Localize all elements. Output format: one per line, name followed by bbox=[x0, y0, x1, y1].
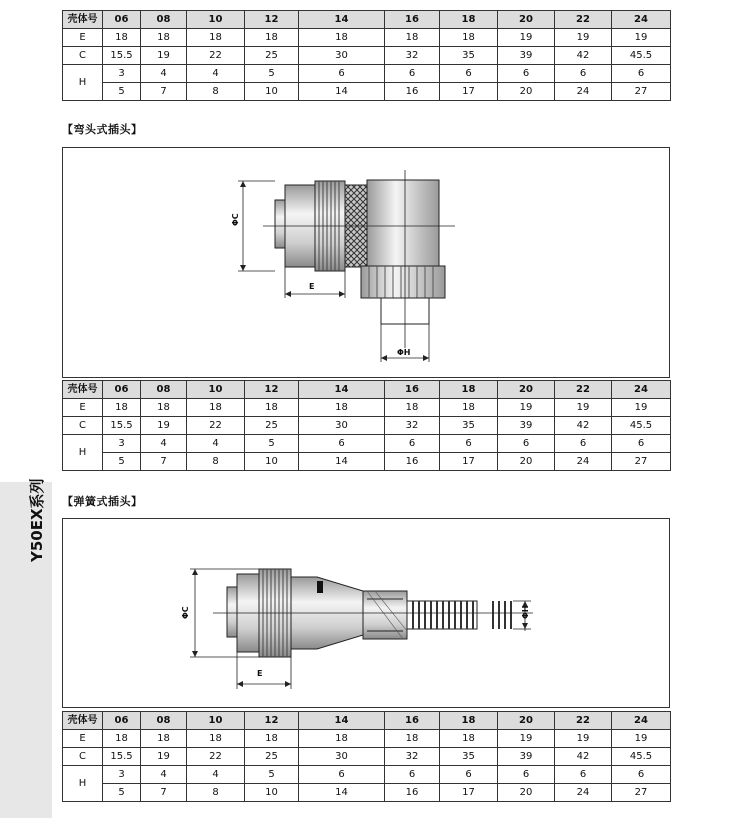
size-cell: 20 bbox=[498, 11, 555, 29]
table-row-e bbox=[63, 730, 671, 748]
table-cell: 16 bbox=[385, 453, 440, 471]
table-cell: 6 bbox=[612, 65, 671, 83]
table-cell: 10 bbox=[245, 453, 299, 471]
spring-coils-end bbox=[493, 601, 511, 629]
size-cell: 22 bbox=[555, 11, 612, 29]
table-cell: 19 bbox=[141, 47, 187, 65]
size-cell: 08 bbox=[141, 11, 187, 29]
table-cell: 6 bbox=[555, 65, 612, 83]
table-row-h2 bbox=[63, 453, 671, 471]
dim-e-line bbox=[285, 267, 345, 298]
elbow-plug-svg bbox=[63, 148, 669, 377]
table-cell: 4 bbox=[187, 435, 245, 453]
table-cell: 24 bbox=[555, 784, 612, 802]
table-cell: 6 bbox=[385, 435, 440, 453]
table-cell: 18 bbox=[299, 399, 385, 417]
table-cell: 5 bbox=[103, 784, 141, 802]
table-cell: 20 bbox=[498, 453, 555, 471]
size-cell: 16 bbox=[385, 712, 440, 730]
table-cell: 42 bbox=[555, 47, 612, 65]
table-cell: 5 bbox=[103, 83, 141, 101]
row-label: C bbox=[63, 748, 103, 766]
dim-e-line bbox=[237, 652, 291, 689]
table-cell: 3 bbox=[103, 65, 141, 83]
table-cell: 19 bbox=[555, 730, 612, 748]
dim-e-label: E bbox=[309, 282, 315, 291]
table-cell: 5 bbox=[245, 65, 299, 83]
table-cell: 19 bbox=[555, 29, 612, 47]
table-cell: 18 bbox=[103, 730, 141, 748]
table-cell: 4 bbox=[141, 65, 187, 83]
table-cell: 18 bbox=[245, 730, 299, 748]
size-cell: 14 bbox=[299, 712, 385, 730]
table-cell: 19 bbox=[141, 417, 187, 435]
table-cell: 5 bbox=[245, 766, 299, 784]
row-label: C bbox=[63, 47, 103, 65]
table-cell: 32 bbox=[385, 417, 440, 435]
size-cell: 24 bbox=[612, 11, 671, 29]
table-cell: 32 bbox=[385, 47, 440, 65]
table-cell: 30 bbox=[299, 748, 385, 766]
table-cell: 18 bbox=[299, 730, 385, 748]
table-cell: 20 bbox=[498, 784, 555, 802]
table-cell: 27 bbox=[612, 784, 671, 802]
table-cell: 18 bbox=[299, 29, 385, 47]
row-label: H bbox=[63, 65, 103, 101]
size-cell: 14 bbox=[299, 11, 385, 29]
elbow-plug-drawing bbox=[62, 147, 670, 378]
table-cell: 18 bbox=[440, 29, 498, 47]
table-cell: 18 bbox=[141, 29, 187, 47]
spec-table-middle bbox=[62, 380, 671, 471]
table-cell: 35 bbox=[440, 47, 498, 65]
table-cell: 45.5 bbox=[612, 47, 671, 65]
dim-phi-h-label: ΦH bbox=[521, 605, 530, 619]
shell-no-header: 壳体号 bbox=[63, 381, 103, 399]
table-cell: 10 bbox=[245, 83, 299, 101]
table-cell: 6 bbox=[498, 435, 555, 453]
table-cell: 39 bbox=[498, 417, 555, 435]
table-cell: 6 bbox=[555, 435, 612, 453]
table-cell: 19 bbox=[555, 399, 612, 417]
table-cell: 15.5 bbox=[103, 748, 141, 766]
table-cell: 6 bbox=[299, 65, 385, 83]
lower-nut bbox=[361, 266, 445, 298]
table-cell: 15.5 bbox=[103, 417, 141, 435]
table-cell: 8 bbox=[187, 83, 245, 101]
row-label: C bbox=[63, 417, 103, 435]
size-cell: 22 bbox=[555, 712, 612, 730]
table-cell: 6 bbox=[612, 435, 671, 453]
spec-table-bottom bbox=[62, 711, 671, 802]
table-cell: 7 bbox=[141, 784, 187, 802]
row-label: E bbox=[63, 730, 103, 748]
table-cell: 18 bbox=[385, 730, 440, 748]
table-cell: 39 bbox=[498, 47, 555, 65]
size-cell: 06 bbox=[103, 381, 141, 399]
table-cell: 20 bbox=[498, 83, 555, 101]
size-cell: 20 bbox=[498, 381, 555, 399]
table-cell: 18 bbox=[385, 399, 440, 417]
table-cell: 18 bbox=[187, 29, 245, 47]
table-cell: 18 bbox=[103, 399, 141, 417]
table-cell: 14 bbox=[299, 784, 385, 802]
table-row-h2 bbox=[63, 784, 671, 802]
table-row-h1 bbox=[63, 435, 671, 453]
series-side-tab-label: Y50EX系列 bbox=[28, 478, 46, 562]
size-cell: 06 bbox=[103, 712, 141, 730]
table-cell: 25 bbox=[245, 748, 299, 766]
table-cell: 32 bbox=[385, 748, 440, 766]
table-row-e bbox=[63, 399, 671, 417]
size-cell: 16 bbox=[385, 11, 440, 29]
seal-mark bbox=[317, 581, 323, 593]
dim-phi-c-label: ΦC bbox=[231, 213, 240, 226]
table-cell: 42 bbox=[555, 417, 612, 435]
table-row-header bbox=[63, 712, 671, 730]
spring-plug-drawing bbox=[62, 518, 670, 708]
size-cell: 10 bbox=[187, 712, 245, 730]
table-row-header bbox=[63, 11, 671, 29]
table-cell: 39 bbox=[498, 748, 555, 766]
table-row-h2 bbox=[63, 83, 671, 101]
table-cell: 18 bbox=[103, 29, 141, 47]
dim-phi-h-label: ΦH bbox=[397, 348, 411, 357]
table-cell: 14 bbox=[299, 453, 385, 471]
table-cell: 17 bbox=[440, 784, 498, 802]
table-row-h1 bbox=[63, 766, 671, 784]
plug-face bbox=[227, 587, 237, 637]
table-cell: 27 bbox=[612, 83, 671, 101]
table-cell: 30 bbox=[299, 47, 385, 65]
table-cell: 7 bbox=[141, 83, 187, 101]
size-cell: 10 bbox=[187, 381, 245, 399]
table-cell: 16 bbox=[385, 83, 440, 101]
table-cell: 18 bbox=[187, 399, 245, 417]
table-cell: 30 bbox=[299, 417, 385, 435]
size-cell: 08 bbox=[141, 712, 187, 730]
table-cell: 6 bbox=[440, 766, 498, 784]
shell-no-header: 壳体号 bbox=[63, 11, 103, 29]
size-cell: 12 bbox=[245, 712, 299, 730]
dim-phi-c-label: ΦC bbox=[181, 606, 190, 619]
table-cell: 7 bbox=[141, 453, 187, 471]
shell-no-header: 壳体号 bbox=[63, 712, 103, 730]
table-cell: 15.5 bbox=[103, 47, 141, 65]
size-cell: 14 bbox=[299, 381, 385, 399]
table-row-h1 bbox=[63, 65, 671, 83]
spring-plug-title: 【弹簧式插头】 bbox=[62, 495, 143, 508]
table-cell: 4 bbox=[187, 766, 245, 784]
table-cell: 6 bbox=[440, 435, 498, 453]
elbow-plug-title: 【弯头式插头】 bbox=[62, 123, 143, 136]
table-cell: 3 bbox=[103, 435, 141, 453]
table-cell: 5 bbox=[103, 453, 141, 471]
size-cell: 10 bbox=[187, 11, 245, 29]
table-cell: 16 bbox=[385, 784, 440, 802]
size-cell: 18 bbox=[440, 11, 498, 29]
table-cell: 18 bbox=[141, 730, 187, 748]
table-cell: 18 bbox=[385, 29, 440, 47]
table-row-e bbox=[63, 29, 671, 47]
table-cell: 22 bbox=[187, 417, 245, 435]
table-cell: 6 bbox=[385, 65, 440, 83]
size-cell: 12 bbox=[245, 11, 299, 29]
size-cell: 18 bbox=[440, 381, 498, 399]
table-row-header bbox=[63, 381, 671, 399]
table-cell: 10 bbox=[245, 784, 299, 802]
table-cell: 45.5 bbox=[612, 417, 671, 435]
row-label: E bbox=[63, 29, 103, 47]
table-cell: 3 bbox=[103, 766, 141, 784]
table-cell: 6 bbox=[555, 766, 612, 784]
row-label: H bbox=[63, 435, 103, 471]
table-cell: 6 bbox=[612, 766, 671, 784]
table-cell: 18 bbox=[440, 730, 498, 748]
size-cell: 18 bbox=[440, 712, 498, 730]
table-row-c bbox=[63, 417, 671, 435]
table-cell: 6 bbox=[299, 435, 385, 453]
table-cell: 24 bbox=[555, 83, 612, 101]
table-cell: 19 bbox=[498, 29, 555, 47]
table-cell: 6 bbox=[498, 65, 555, 83]
plug-face bbox=[275, 200, 285, 248]
table-cell: 25 bbox=[245, 417, 299, 435]
table-cell: 19 bbox=[612, 730, 671, 748]
table-cell: 17 bbox=[440, 83, 498, 101]
table-cell: 6 bbox=[440, 65, 498, 83]
table-cell: 19 bbox=[498, 730, 555, 748]
table-cell: 18 bbox=[440, 399, 498, 417]
size-cell: 20 bbox=[498, 712, 555, 730]
table-cell: 19 bbox=[612, 29, 671, 47]
table-cell: 35 bbox=[440, 748, 498, 766]
table-cell: 14 bbox=[299, 83, 385, 101]
table-cell: 6 bbox=[385, 766, 440, 784]
table-cell: 18 bbox=[245, 399, 299, 417]
size-cell: 06 bbox=[103, 11, 141, 29]
table-cell: 42 bbox=[555, 748, 612, 766]
table-cell: 17 bbox=[440, 453, 498, 471]
table-cell: 22 bbox=[187, 748, 245, 766]
spec-table-top bbox=[62, 10, 671, 101]
table-cell: 27 bbox=[612, 453, 671, 471]
table-cell: 45.5 bbox=[612, 748, 671, 766]
size-cell: 12 bbox=[245, 381, 299, 399]
dim-e-label: E bbox=[257, 669, 263, 678]
spring-plug-svg bbox=[63, 519, 669, 707]
table-cell: 8 bbox=[187, 784, 245, 802]
table-cell: 18 bbox=[245, 29, 299, 47]
size-cell: 16 bbox=[385, 381, 440, 399]
table-cell: 4 bbox=[141, 766, 187, 784]
row-label: E bbox=[63, 399, 103, 417]
table-row-c bbox=[63, 47, 671, 65]
size-cell: 24 bbox=[612, 712, 671, 730]
table-cell: 19 bbox=[141, 748, 187, 766]
table-cell: 4 bbox=[141, 435, 187, 453]
table-row-c bbox=[63, 748, 671, 766]
size-cell: 24 bbox=[612, 381, 671, 399]
table-cell: 18 bbox=[141, 399, 187, 417]
table-cell: 22 bbox=[187, 47, 245, 65]
table-cell: 6 bbox=[299, 766, 385, 784]
table-cell: 35 bbox=[440, 417, 498, 435]
table-cell: 24 bbox=[555, 453, 612, 471]
table-cell: 18 bbox=[187, 730, 245, 748]
table-cell: 19 bbox=[612, 399, 671, 417]
size-cell: 22 bbox=[555, 381, 612, 399]
table-cell: 19 bbox=[498, 399, 555, 417]
table-cell: 6 bbox=[498, 766, 555, 784]
elbow-housing bbox=[367, 180, 439, 266]
row-label: H bbox=[63, 766, 103, 802]
size-cell: 08 bbox=[141, 381, 187, 399]
table-cell: 5 bbox=[245, 435, 299, 453]
series-side-tab bbox=[0, 478, 52, 818]
table-cell: 25 bbox=[245, 47, 299, 65]
table-cell: 8 bbox=[187, 453, 245, 471]
table-cell: 4 bbox=[187, 65, 245, 83]
